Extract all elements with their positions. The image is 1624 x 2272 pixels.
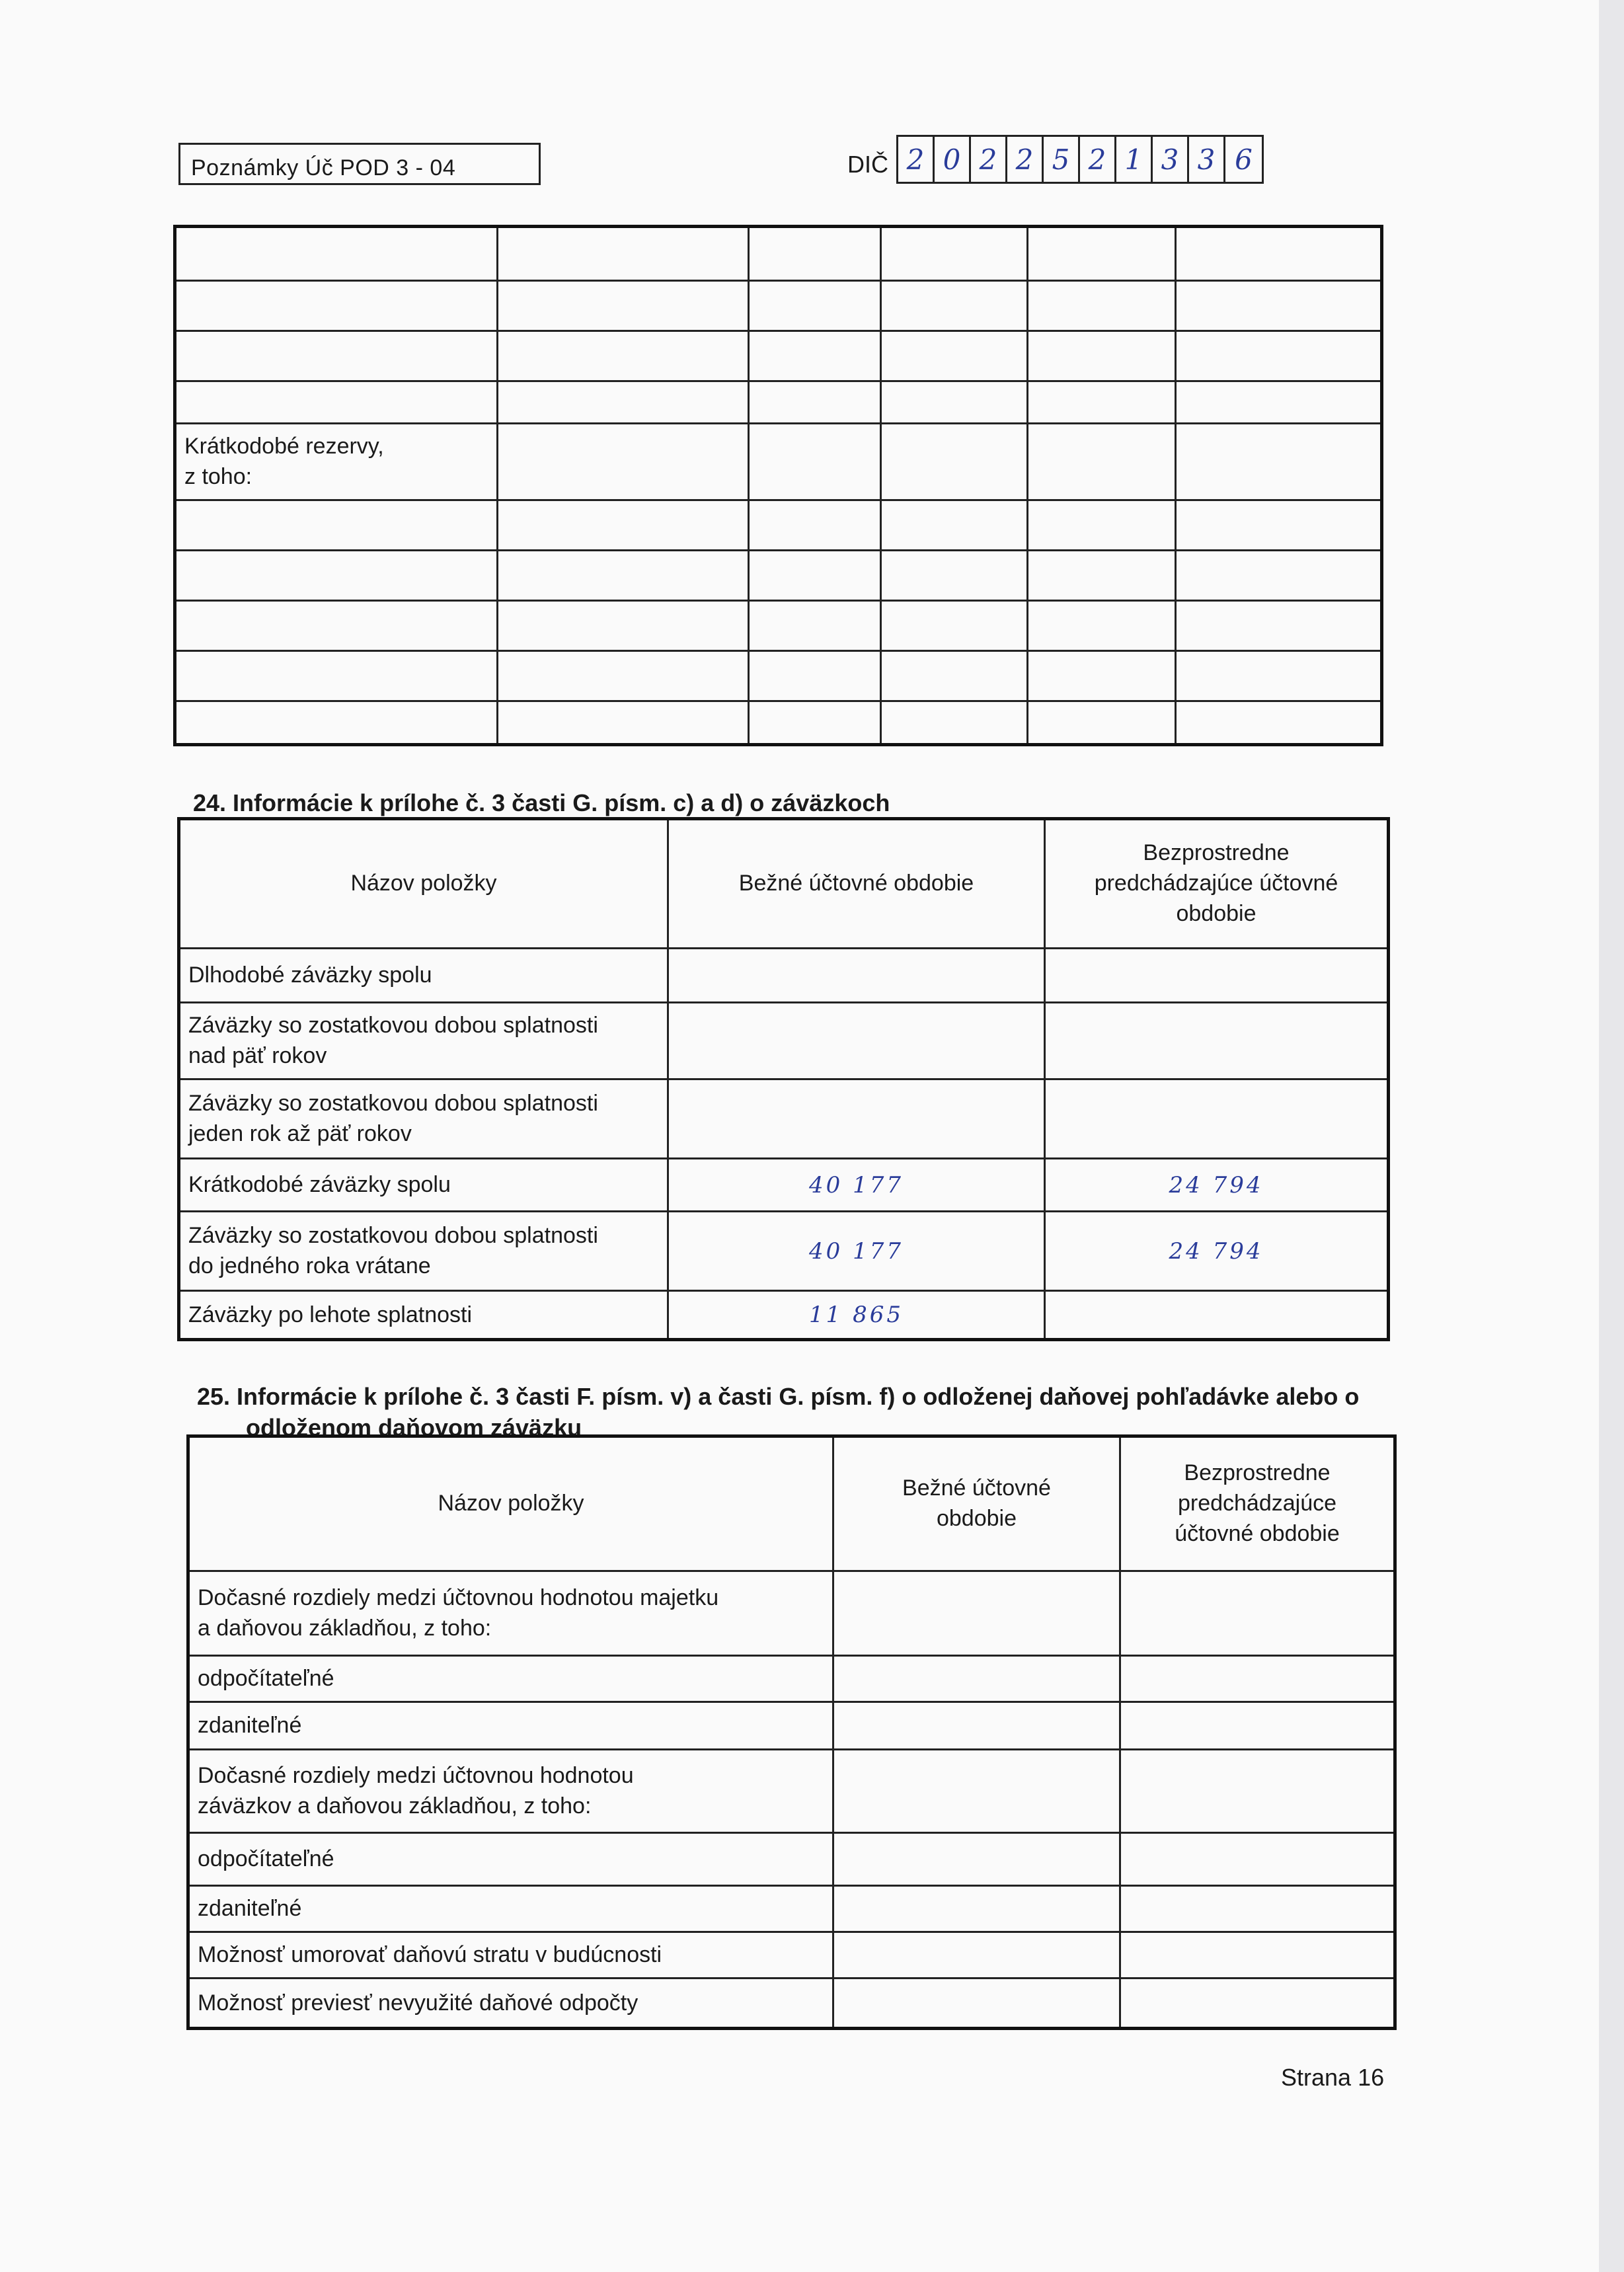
table-row <box>175 227 1382 281</box>
value-previous <box>1045 949 1389 1003</box>
value-current: 40 177 <box>668 1212 1045 1291</box>
table-row <box>179 1291 1389 1340</box>
value-current <box>668 1003 1045 1079</box>
section-25-title: 25. Informácie k prílohe č. 3 časti F. písm. v) a časti G. písm. f) o odloženej daňovej pohľadávke alebo o odloženom daňovom záväzku <box>197 1383 1360 1441</box>
table-row <box>188 1702 1395 1750</box>
table-row <box>175 551 1382 601</box>
table-header-row <box>179 819 1389 949</box>
value-current <box>668 949 1045 1003</box>
row-label: Krátkodobé záväzky spolu <box>179 1159 668 1212</box>
value-current <box>668 1079 1045 1159</box>
col-predchadzajuce: Bezprostredne predchádzajúce účtovné obdobie <box>1120 1436 1395 1571</box>
dic-digit: 5 <box>1044 137 1080 182</box>
col-bezne: Bežné účtovné obdobie <box>833 1436 1120 1571</box>
table-row <box>175 381 1382 424</box>
col-bezne: Bežné účtovné obdobie <box>668 819 1045 949</box>
table-row <box>175 701 1382 745</box>
table-row <box>188 1571 1395 1656</box>
odlozena-dan-table <box>186 1434 1397 2030</box>
table-row <box>175 424 1382 500</box>
table-row <box>188 1978 1395 2029</box>
table-row <box>175 500 1382 551</box>
table-row <box>188 1932 1395 1978</box>
table-row <box>188 1656 1395 1702</box>
value-current: 40 177 <box>668 1159 1045 1212</box>
table-header-row <box>188 1436 1395 1571</box>
zavazky-table <box>177 817 1390 1341</box>
row-label: Možnosť umorovať daňovú stratu v budúcnosti <box>188 1932 833 1978</box>
value-previous <box>1045 1003 1389 1079</box>
value-previous <box>1045 1079 1389 1159</box>
page-number: Strana 16 <box>1281 2064 1385 2091</box>
table-row <box>175 281 1382 331</box>
table-row <box>175 601 1382 651</box>
table-row <box>175 331 1382 381</box>
table-row <box>179 949 1389 1003</box>
row-label: Dočasné rozdiely medzi účtovnou hodnotou majetku a daňovou základňou, z toho: <box>188 1571 833 1656</box>
dic-digit: 3 <box>1189 137 1225 182</box>
dic-digit: 2 <box>971 137 1007 182</box>
section-24-title: 24. Informácie k prílohe č. 3 časti G. písm. c) a d) o záväzkoch <box>193 789 890 816</box>
row-label: Dočasné rozdiely medzi účtovnou hodnotou záväzkov a daňovou základňou, z toho: <box>188 1750 833 1833</box>
dic-label: DIČ <box>847 151 888 178</box>
rezervy-label: Krátkodobé rezervy, z toho: <box>175 424 498 500</box>
row-label: odpočítateľné <box>188 1833 833 1886</box>
dic-digit: 2 <box>1007 137 1044 182</box>
table-row <box>179 1212 1389 1291</box>
col-nazov: Názov položky <box>188 1436 833 1571</box>
dic-digit: 0 <box>935 137 971 182</box>
table-row <box>188 1833 1395 1886</box>
col-predchadzajuce: Bezprostredne predchádzajúce účtovné obdobie <box>1045 819 1389 949</box>
dic-digit: 2 <box>898 137 935 182</box>
row-label: Záväzky so zostatkovou dobou splatnosti jeden rok až päť rokov <box>179 1079 668 1159</box>
row-label: Záväzky so zostatkovou dobou splatnosti do jedného roka vrátane <box>179 1212 668 1291</box>
value-previous <box>1045 1291 1389 1340</box>
table-row <box>188 1750 1395 1833</box>
value-previous: 24 794 <box>1045 1212 1389 1291</box>
row-label: Záväzky po lehote splatnosti <box>179 1291 668 1340</box>
row-label: Možnosť previesť nevyužité daňové odpočty <box>188 1978 833 2029</box>
dic-digit: 6 <box>1235 143 1253 176</box>
table-row <box>175 651 1382 701</box>
row-label: Dlhodobé záväzky spolu <box>179 949 668 1003</box>
value-previous: 24 794 <box>1045 1159 1389 1212</box>
page-edge <box>1599 0 1624 2272</box>
dic-boxes <box>896 135 1264 184</box>
row-label: Záväzky so zostatkovou dobou splatnosti nad päť rokov <box>179 1003 668 1079</box>
dic-digit: 1 <box>1116 137 1153 182</box>
table-row <box>179 1003 1389 1079</box>
rezervy-table <box>173 225 1383 746</box>
table-row <box>179 1079 1389 1159</box>
dic-digit: 3 <box>1153 137 1189 182</box>
table-row <box>179 1159 1389 1212</box>
row-label: odpočítateľné <box>188 1656 833 1702</box>
table-row <box>188 1886 1395 1932</box>
form-tag: Poznámky Úč POD 3 - 04 <box>178 143 541 185</box>
col-nazov: Názov položky <box>179 819 668 949</box>
dic-digit: 2 <box>1080 137 1116 182</box>
row-label: zdaniteľné <box>188 1886 833 1932</box>
value-current: 11 865 <box>668 1291 1045 1340</box>
row-label: zdaniteľné <box>188 1702 833 1750</box>
